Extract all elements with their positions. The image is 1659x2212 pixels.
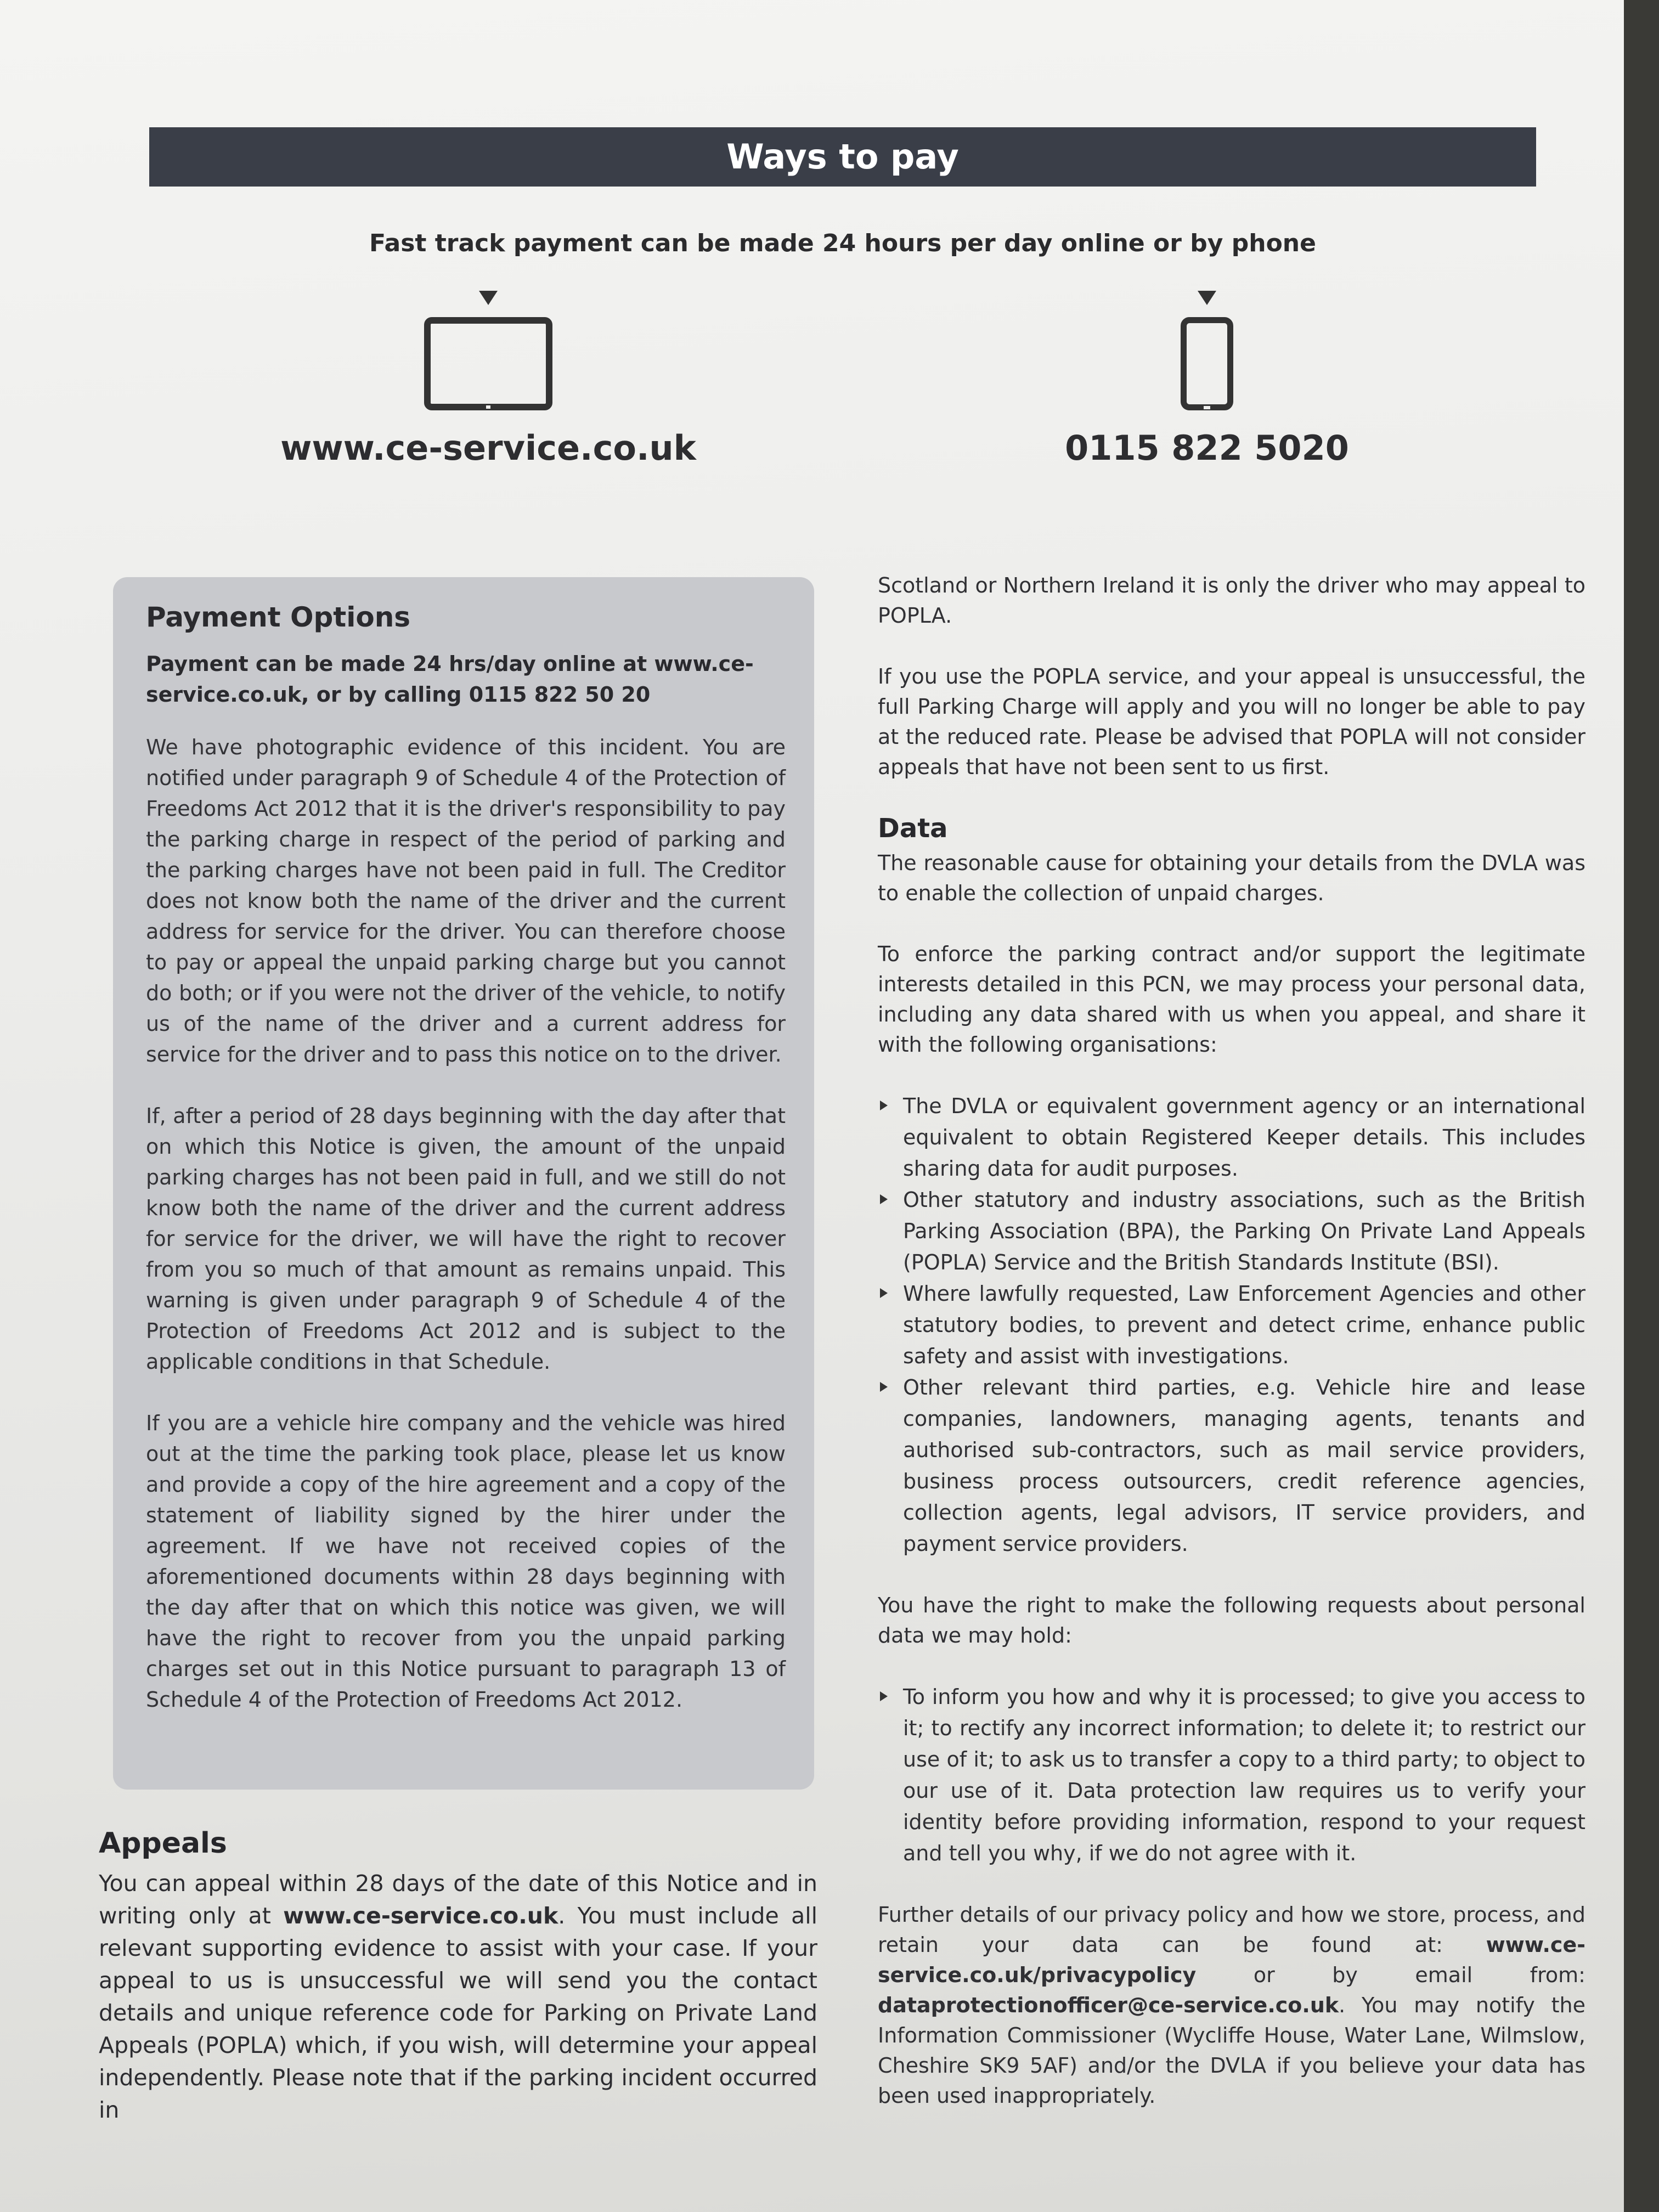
payment-options-heading: Payment Options [146, 601, 411, 633]
list-item: Other relevant third parties, e.g. Vehicle hire and lease companies, landowners, managing agents, tenants and authorised sub-contractors, such as mail service providers, business process outsourcers, credit reference agencies, collection agents, legal advisors, IT service providers, and payment service providers. [878, 1372, 1585, 1560]
privacy-email-link[interactable]: dataprotectionofficer@ce-service.co.uk [878, 1993, 1339, 2017]
data-heading: Data [878, 813, 948, 844]
tablet-icon [424, 317, 552, 410]
appeals-text: . You must include all relevant supporting evidence to assist with your case. If your appeal to us is unsuccessful we will send you the contact details and unique reference code for Parking on Private Land Appeals (POPLA) which, if you wish, will determine your appeal independently. Please note that if the parking incident occurred in [99, 1903, 817, 2123]
privacy-text: . You may notify the Information Commissioner (Wycliffe House, Water Lane, Wilmslow, Cheshire SK9 5AF) and/or the DVLA if you believe your data has been used inappropriately. [878, 1993, 1585, 2108]
privacy-text: or by email from: [1196, 1963, 1585, 1987]
rights-intro: You have the right to make the following requests about personal data we may hold: [878, 1593, 1585, 1647]
payment-options-subtitle: Payment can be made 24 hrs/day online at www.ce-service.co.uk, or by calling 0115 822 50 20 [146, 652, 754, 707]
arrow-down-icon [1198, 291, 1216, 305]
payment-paragraph: If you are a vehicle hire company and the vehicle was hired out at the time the parking took place, please let us know and provide a copy of the hire agreement and a copy of the statement of liability signed by the hirer under the agreement. If we have not received copies of the aforementioned documents within 28 days beginning with the day after that on which this notice was given, we will have the right to recover from you the unpaid parking charges set out in this Notice pursuant to paragraph 13 of Schedule 4 of the Protection of Freedoms Act 2012. [146, 1411, 786, 1712]
popla-unsuccessful-paragraph: If you use the POPLA service, and your appeal is unsuccessful, the full Parking Charge will apply and you will no longer be able to pay at the reduced rate. Please be advised that POPLA will not consider appeals that have not been sent to us first. [878, 664, 1585, 779]
appeals-link[interactable]: www.ce-service.co.uk [283, 1903, 558, 1929]
list-item: Where lawfully requested, Law Enforcement Agencies and other statutory bodies, to prevent and detect crime, enhance public safety and assist with investigations. [878, 1278, 1585, 1372]
list-item: Other statutory and industry associations, such as the British Parking Association (BPA), the Parking On Private Land Appeals (POPLA) Service and the British Standards Institute (BSI). [878, 1184, 1585, 1278]
appeals-section [99, 1827, 817, 2126]
data-sharing-paragraph: To enforce the parking contract and/or support the legitimate interests detailed in this PCN, we may process your personal data, including any data shared with us when you appeal, and share it with the following organisations: [878, 942, 1585, 1057]
phone-number-label[interactable]: 0115 822 5020 [1065, 428, 1349, 468]
website-label[interactable]: www.ce-service.co.uk [280, 428, 696, 468]
list-item: To inform you how and why it is processed; to give you access to it; to rectify any incorrect information; to delete it; to restrict our use of it; to ask us to transfer a copy to a third party; to object to our use of it. Data protection law requires us to verify your identity before providing information, respond to your request and tell you why, if we do not agree with it. [878, 1681, 1585, 1869]
mobile-phone-icon [1181, 317, 1233, 410]
privacy-text: Further details of our privacy policy and how we store, process, and retain your data can be found at: [878, 1903, 1585, 1957]
popla-scotland-paragraph: Scotland or Northern Ireland it is only the driver who may appeal to POPLA. [878, 573, 1585, 628]
page-title: Ways to pay [149, 127, 1536, 187]
privacy-paragraph [878, 1900, 1585, 2111]
organisations-list [878, 1091, 1585, 1560]
payment-options-box [113, 577, 814, 1790]
right-column [878, 571, 1585, 2142]
web-contact [241, 291, 735, 468]
list-item: The DVLA or equivalent government agency or an international equivalent to obtain Registered Keeper details. This includes sharing data for audit purposes. [878, 1091, 1585, 1184]
fast-track-note: Fast track payment can be made 24 hours per day online or by phone [369, 229, 1316, 257]
appeals-heading: Appeals [99, 1827, 227, 1860]
phone-contact [960, 291, 1454, 468]
privacy-policy-link[interactable]: www.ce-service.co.uk/privacypolicy [878, 1933, 1585, 1987]
appeals-text: You can appeal within 28 days of the date of this Notice and in writing only at [99, 1870, 817, 1929]
rights-list [878, 1681, 1585, 1869]
data-cause-paragraph: The reasonable cause for obtaining your details from the DVLA was to enable the collection of unpaid charges. [878, 851, 1585, 905]
arrow-down-icon [479, 291, 498, 305]
appeals-paragraph [99, 1867, 817, 2126]
payment-paragraph: If, after a period of 28 days beginning with the day after that on which this Notice is given, the amount of the unpaid parking charges has not been paid in full, and we still do not know both the name of the driver and the current address for service for the driver, we will have the right to recover from you so much of that amount as remains unpaid. This warning is given under paragraph 9 of Schedule 4 of the Protection of Freedoms Act 2012 and is subject to the applicable conditions in that Schedule. [146, 1104, 786, 1374]
payment-paragraph: We have photographic evidence of this incident. You are notified under paragraph 9 of Schedule 4 of the Protection of Freedoms Act 2012 that it is the driver's responsibility to pay the parking charge in respect of the period of parking and the parking charges have not been paid in full. The Creditor does not know both the name of the driver and the current address for service for the driver. You can therefore choose to pay or appeal the unpaid parking charge but you cannot do both; or if you were not the driver of the vehicle, to notify us of the name of the driver and a current address for service for the driver and to pass this notice on to the driver. [146, 735, 786, 1066]
